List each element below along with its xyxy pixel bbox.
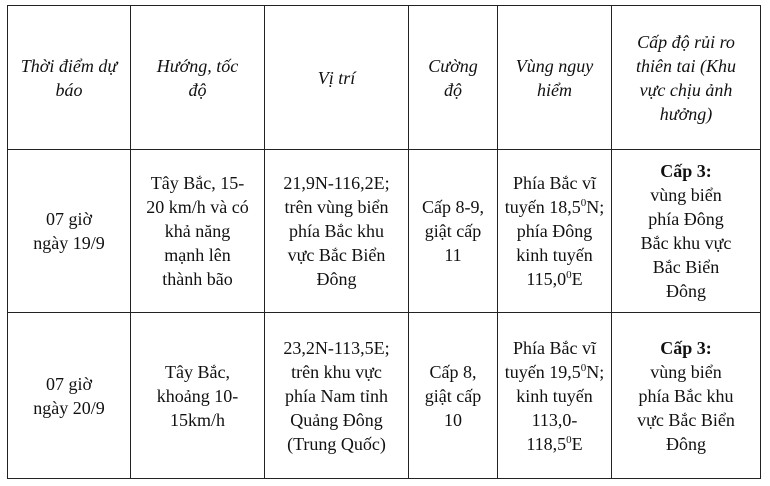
cell-danger-zone: Phía Bắc vĩ tuyến 18,5$^0$N; phía Đông kinh tuyến 115,0$^0$E xyxy=(498,150,612,313)
cell-direction-speed: Tây Bắc, 15-20 km/h và có khả năng mạnh lên thành bão xyxy=(131,150,265,313)
header-danger-zone: Vùng nguy hiểm xyxy=(498,6,612,150)
risk-level-label: Cấp 3: xyxy=(660,337,712,358)
table-row xyxy=(8,313,761,479)
cell-danger-zone: Phía Bắc vĩ tuyến 19,5$^0$N; kinh tuyến 113,0-118,5$^0$E xyxy=(498,313,612,479)
risk-level-label: Cấp 3: xyxy=(660,161,712,181)
cell-direction-speed: Tây Bắc, khoảng 10-15km/h xyxy=(131,313,265,479)
cell-risk-level xyxy=(612,313,761,479)
table-row xyxy=(8,150,761,313)
risk-area: vùng biển phía Đông Bắc khu vực Bắc Biển Đông xyxy=(640,185,732,301)
header-risk-level: Cấp độ rủi ro thiên tai (Khu vực chịu ảnh hưởng) xyxy=(612,6,761,150)
risk-area: vùng biển phía Bắc khu vực Bắc Biển Đông xyxy=(637,361,735,454)
cell-position: 23,2N-113,5E; trên khu vực phía Nam tỉnh Quảng Đông (Trung Quốc) xyxy=(265,313,409,479)
header-intensity: Cường độ xyxy=(409,6,498,150)
header-forecast-time: Thời điểm dự báo xyxy=(8,6,131,150)
header-position: Vị trí xyxy=(265,6,409,150)
table-header-row xyxy=(8,6,761,150)
storm-forecast-table xyxy=(7,5,761,479)
cell-forecast-time: 07 giờ ngày 19/9 xyxy=(8,150,131,313)
cell-position: 21,9N-116,2E; trên vùng biển phía Bắc khu vực Bắc Biển Đông xyxy=(265,150,409,313)
cell-intensity: Cấp 8-9, giật cấp 11 xyxy=(409,150,498,313)
cell-risk-level xyxy=(612,150,761,313)
header-direction-speed: Hướng, tốc độ xyxy=(131,6,265,150)
cell-intensity: Cấp 8, giật cấp 10 xyxy=(409,313,498,479)
cell-forecast-time: 07 giờ ngày 20/9 xyxy=(8,313,131,479)
